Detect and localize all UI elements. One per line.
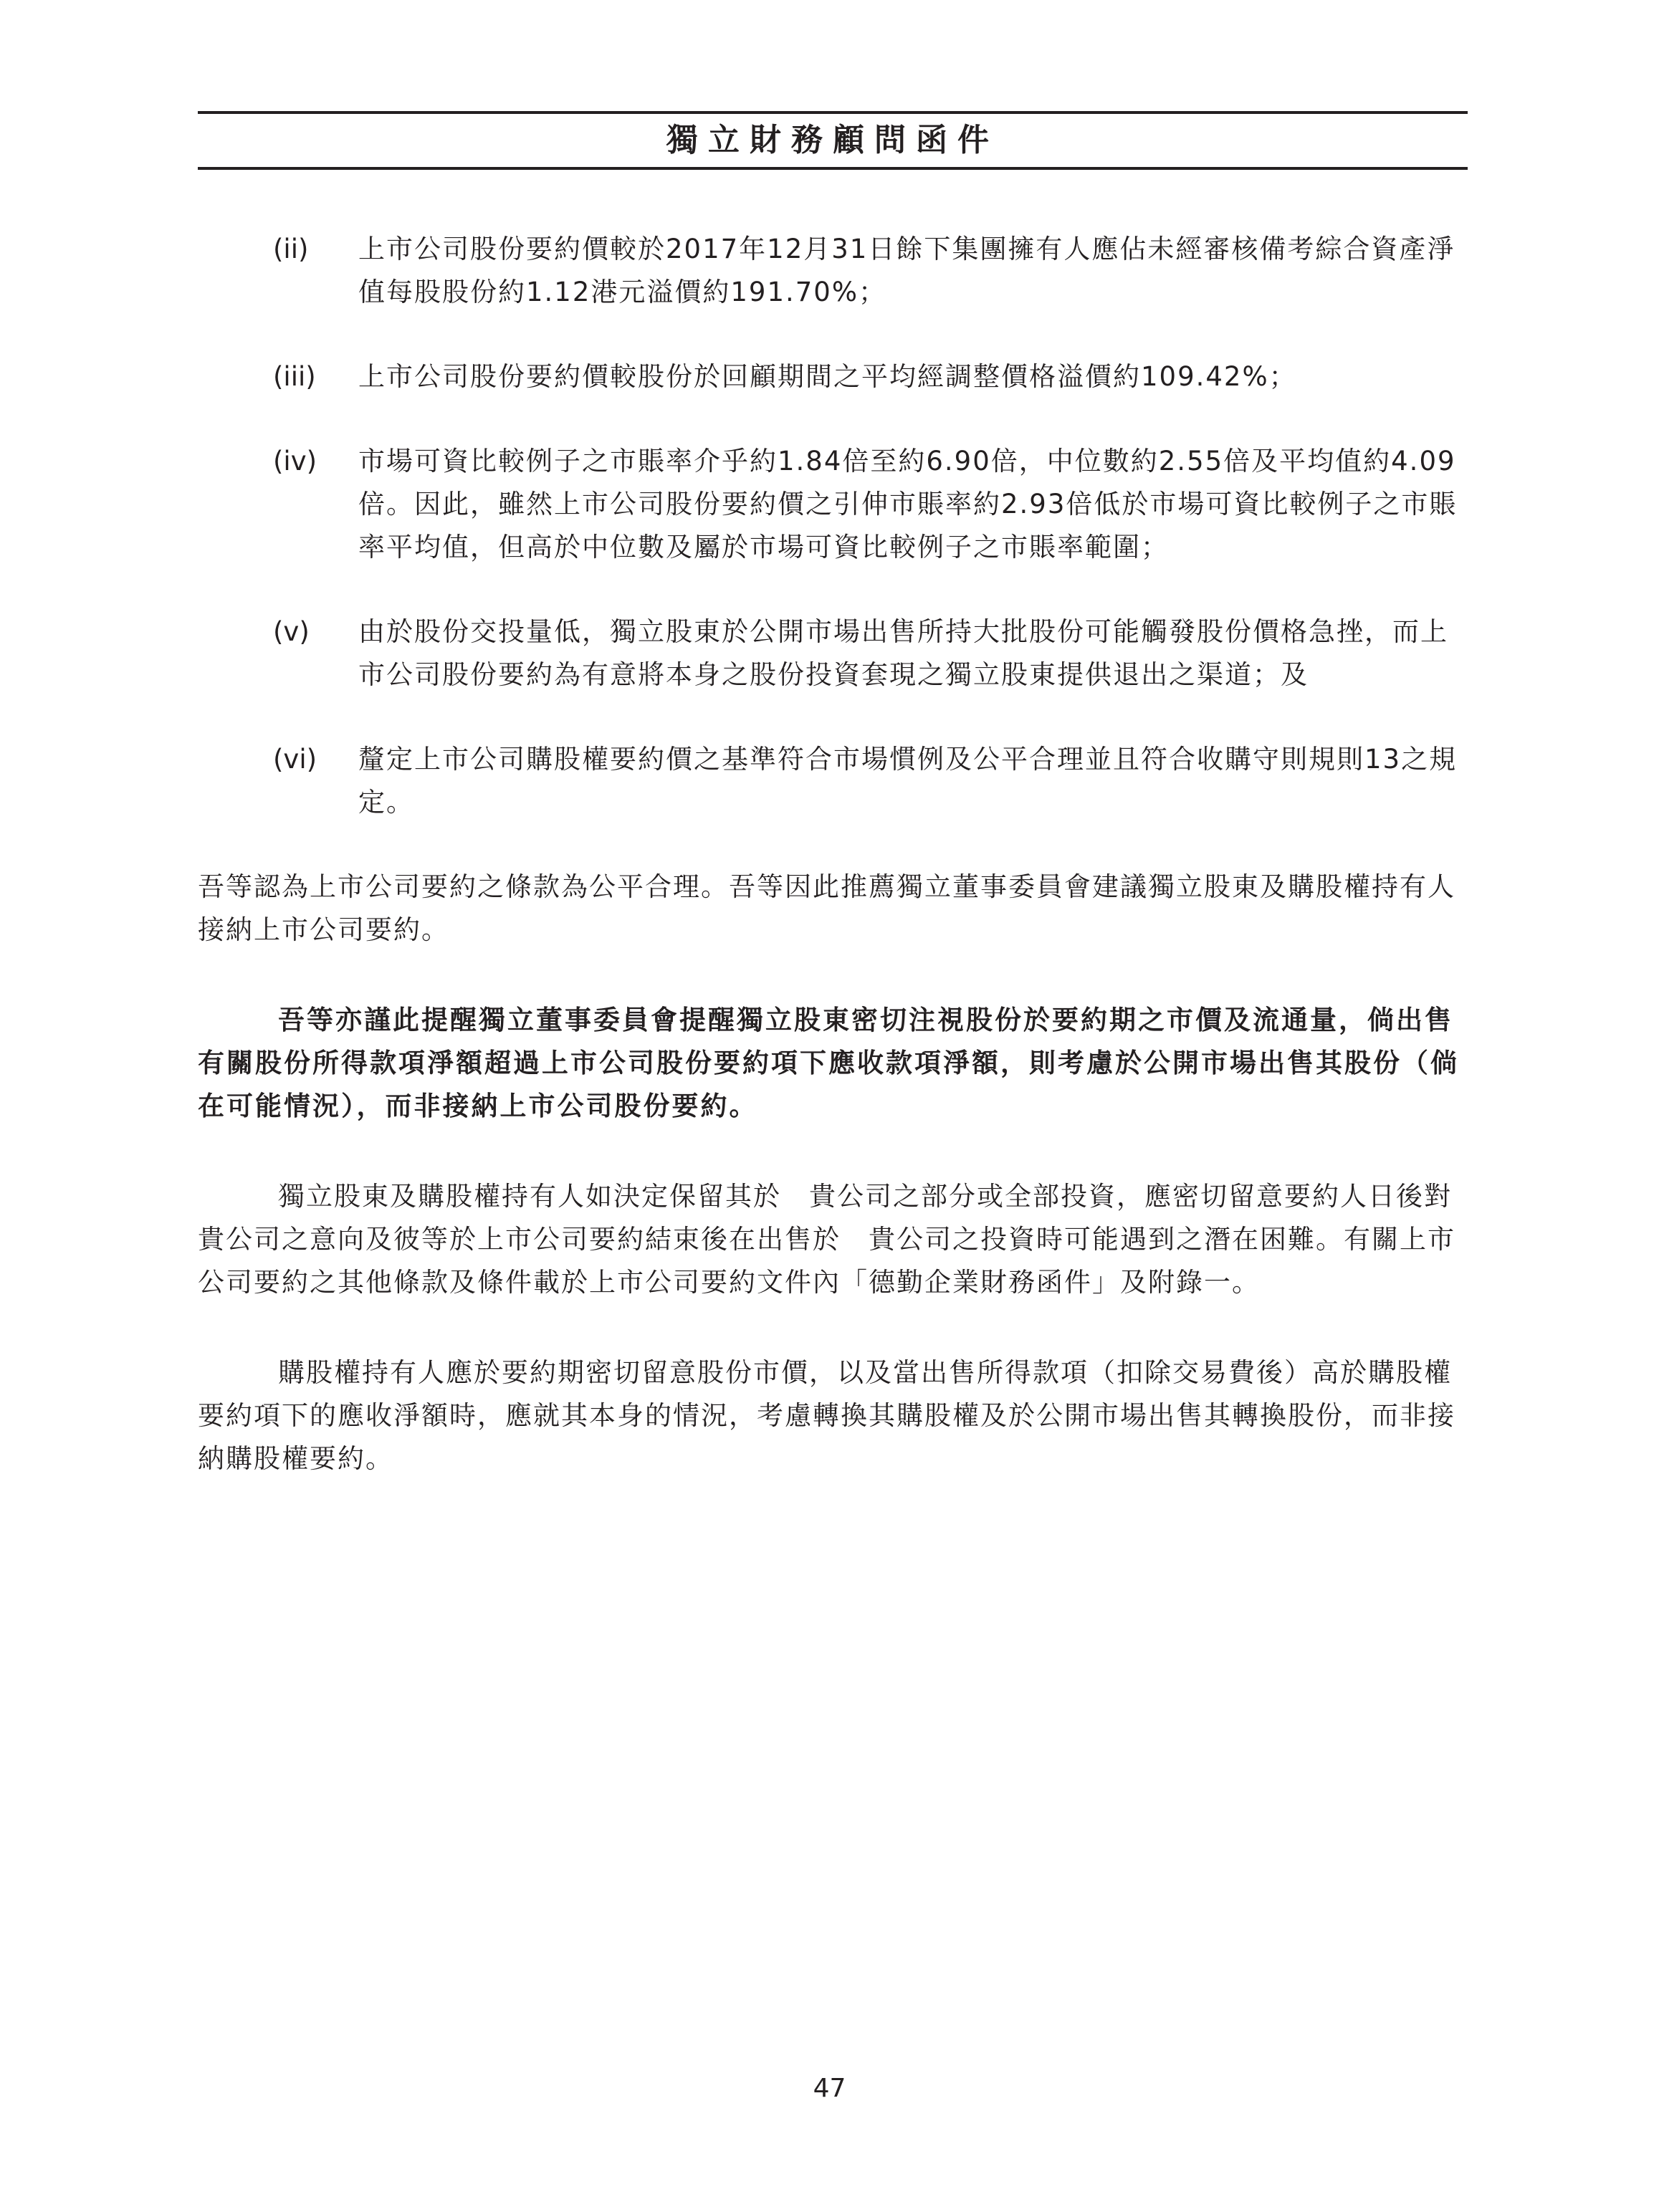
- document-body: [198, 228, 1480, 1528]
- list-item-label: (ii): [273, 234, 309, 264]
- list-item-text: 上市公司股份要約價較於2017年12月31日餘下集團擁有人應佔未經審核備考綜合資產淨值每股股份約1.12港元溢價約191.70%；: [358, 234, 1455, 307]
- list-item-label: (vi): [273, 744, 317, 775]
- list-item: [198, 611, 1468, 696]
- list-item-text: 上市公司股份要約價較股份於回顧期間之平均經調整價格溢價約109.42%；: [358, 361, 1297, 392]
- list-item-text: 釐定上市公司購股權要約價之基準符合市場慣例及公平合理並且符合收購守則規則13之規定。: [358, 744, 1458, 818]
- list-item-label: (v): [273, 616, 310, 647]
- page-header-title: 獨立財務顧問函件: [666, 122, 999, 158]
- list-item-text: 市場可資比較例子之市賬率介乎約1.84倍至約6.90倍，中位數約2.55倍及平均值約4.09倍。因此，雖然上市公司股份要約價之引伸市賬率約2.93倍低於市場可資比較例子之市賬率平均值，但高於中位數及屬於市場可資比較例子之市賬率範圍；: [358, 446, 1458, 562]
- list-item: [198, 355, 1468, 398]
- list-item: [198, 440, 1468, 569]
- header-bottom-rule: [198, 167, 1468, 170]
- list-item-label: (iv): [273, 446, 317, 477]
- list-item-text: 由於股份交投量低，獨立股東於公開市場出售所持大批股份可能觸發股份價格急挫，而上市公司股份要約為有意將本身之股份投資套現之獨立股東提供退出之渠道；及: [358, 616, 1448, 690]
- retain-investment-paragraph: 獨立股東及購股權持有人如決定保留其於 貴公司之部分或全部投資，應密切留意要約人日後對 貴公司之意向及彼等於上市公司要約結束後在出售於 貴公司之投資時可能遇到之潛在困難。有關上市公司要約之其他條款及條件載於上市公司要約文件內「德勤企業財務函件」及附錄一。: [198, 1181, 1480, 1298]
- list-item: [198, 738, 1468, 824]
- page-number: 47: [813, 2074, 846, 2103]
- warning-paragraph: 吾等亦謹此提醒獨立董事委員會提醒獨立股東密切注視股份於要約期之市價及流通量，倘出售有關股份所得款項淨額超過上市公司股份要約項下應收款項淨額，則考慮於公開市場出售其股份（倘在可能情況），而非接納上市公司股份要約。: [198, 1005, 1459, 1121]
- conclusion-paragraph: 吾等認為上市公司要約之條款為公平合理。吾等因此推薦獨立董事委員會建議獨立股東及購股權持有人接納上市公司要約。: [198, 871, 1455, 945]
- list-item: [198, 228, 1468, 314]
- option-holders-paragraph: 購股權持有人應於要約期密切留意股份市價，以及當出售所得款項（扣除交易費後）高於購股權要約項下的應收淨額時，應就其本身的情況，考慮轉換其購股權及於公開市場出售其轉換股份，而非接納購股權要約。: [198, 1357, 1455, 1474]
- header-top-rule: [198, 111, 1468, 114]
- list-item-label: (iii): [273, 361, 316, 392]
